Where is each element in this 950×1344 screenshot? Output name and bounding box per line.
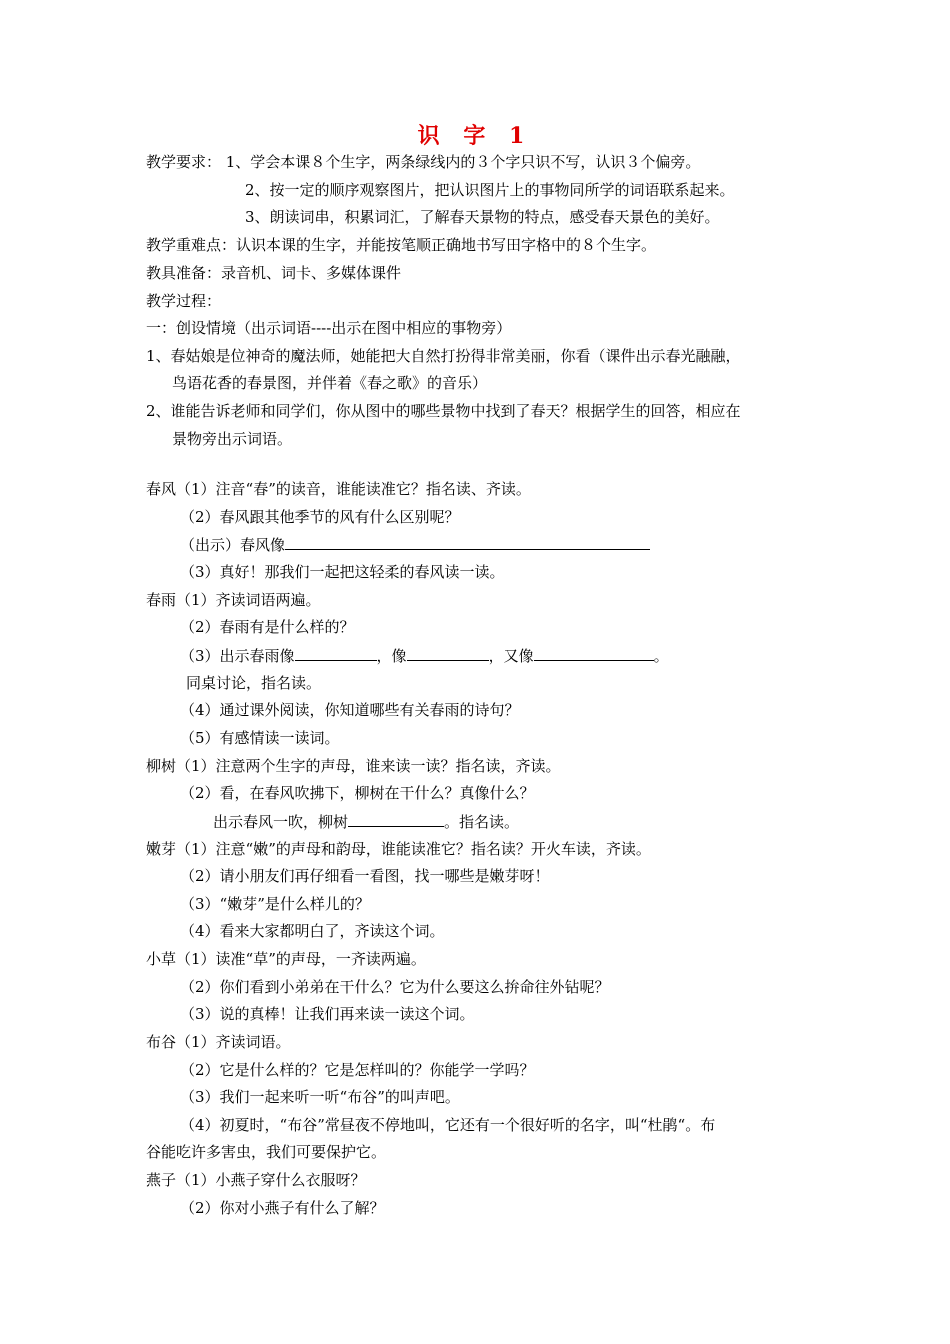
fill-in-blank — [407, 645, 489, 661]
text-line — [180, 507, 460, 527]
text-line — [213, 811, 519, 832]
line-text: 鸟语花香的春景图，并伴着《春之歌》的音乐） — [172, 374, 488, 392]
text-line — [146, 839, 651, 859]
line-text: 同桌讨论，指名读。 — [186, 674, 322, 692]
text-line — [172, 373, 487, 393]
fill-in-blank — [295, 645, 377, 661]
text-line — [180, 866, 550, 886]
line-text: （2）春风跟其他季节的风有什么区别呢？ — [180, 508, 460, 526]
text-line — [146, 949, 426, 969]
fill-in-blank — [534, 645, 654, 661]
text-line — [180, 562, 505, 582]
line-text: 1、春姑娘是位神奇的魔法师，她能把大自然打扮得非常美丽，你看（课件出示春光融融， — [146, 347, 741, 365]
line-text: （3）我们一起来听一听“布谷”的叫声吧。 — [180, 1088, 460, 1106]
text-line — [180, 700, 520, 720]
text-line — [180, 1004, 475, 1024]
text-line — [180, 977, 610, 997]
text-line — [146, 756, 561, 776]
text-line — [146, 235, 656, 255]
line-text: （2）你们看到小弟弟在干什么？它为什么要这么拚命往外钻呢？ — [180, 978, 610, 996]
line-text: 柳树（1）注意两个生字的声母，谁来读一读？指名读，齐读。 — [146, 757, 561, 775]
text-line — [146, 263, 401, 283]
line-text: 小草（1）读准“草”的声母，一齐读两遍。 — [146, 950, 426, 968]
line-text: 嫩芽（1）注意“嫩”的声母和韵母，谁能读准它？指名读？开火车读，齐读。 — [146, 840, 651, 858]
document-title: 识 字 1 — [417, 123, 533, 149]
text-line — [245, 180, 735, 200]
line-text: 景物旁出示词语。 — [172, 430, 293, 448]
text-line — [180, 534, 650, 555]
line-text: 。指名读。 — [444, 813, 520, 831]
text-line — [146, 401, 741, 421]
line-text: 春风（1）注音“春”的读音，谁能读准它？指名读、齐读。 — [146, 480, 531, 498]
text-line — [146, 291, 221, 311]
line-text: ，像 — [376, 647, 407, 665]
line-text: 春雨（1）齐读词语两遍。 — [146, 591, 321, 609]
line-text: 布谷（1）齐读词语。 — [146, 1033, 291, 1051]
line-text: 2、按一定的顺序观察图片，把认识图片上的事物同所学的词语联系起来。 — [245, 181, 735, 199]
text-line — [180, 617, 355, 637]
text-line — [146, 318, 511, 338]
text-line — [146, 479, 531, 499]
text-line — [146, 1142, 386, 1162]
fill-in-blank — [348, 811, 444, 827]
line-text: （2）你对小燕子有什么了解？ — [180, 1199, 385, 1217]
text-line — [146, 1170, 366, 1190]
line-text: （2）看，在春风吹拂下，柳树在干什么？真像什么？ — [180, 784, 535, 802]
text-line — [146, 152, 700, 172]
text-line — [186, 673, 321, 693]
text-line — [180, 894, 370, 914]
text-line — [180, 921, 445, 941]
line-text: 教具准备：录音机、词卡、多媒体课件 — [146, 264, 402, 282]
text-line — [245, 207, 720, 227]
text-line — [180, 728, 340, 748]
line-text: 2、谁能告诉老师和同学们，你从图中的哪些景物中找到了春天？根据学生的回答，相应在 — [146, 402, 741, 420]
line-text: （2）春雨有是什么样的？ — [180, 618, 355, 636]
line-text: （2）请小朋友们再仔细看一看图，找一哪些是嫩芽呀！ — [180, 867, 550, 885]
line-text: （4）初夏时，“布谷”常昼夜不停地叫，它还有一个很好听的名字，叫“杜鹃“。布 — [180, 1116, 716, 1134]
text-line — [146, 346, 741, 366]
line-text: （4）通过课外阅读，你知道哪些有关春雨的诗句？ — [180, 701, 520, 719]
line-text: 3、朗读词串，积累词汇，了解春天景物的特点，感受春天景色的美好。 — [245, 208, 720, 226]
text-line — [180, 1115, 715, 1135]
text-line — [180, 1060, 535, 1080]
line-text: 教学要求： 1、学会本课８个生字，两条绿线内的３个字只识不写，认识３个偏旁。 — [146, 153, 701, 171]
fill-in-blank — [285, 534, 650, 550]
line-text: 出示春风一吹，柳树 — [213, 813, 349, 831]
line-text: 一：创设情境（出示词语----出示在图中相应的事物旁） — [146, 319, 512, 337]
line-text: 。 — [653, 647, 669, 665]
line-text: 谷能吃许多害虫，我们可要保护它。 — [146, 1143, 387, 1161]
line-text: （3）出示春雨像 — [180, 647, 295, 665]
line-text: （出示）春风像 — [180, 536, 286, 554]
line-text: （3）真好！那我们一起把这轻柔的春风读一读。 — [180, 563, 505, 581]
line-text: 教学过程： — [146, 292, 222, 310]
line-text: （4）看来大家都明白了，齐读这个词。 — [180, 922, 445, 940]
text-line — [146, 1032, 291, 1052]
line-text: 教学重难点：认识本课的生字，并能按笔顺正确地书写田字格中的８个生字。 — [146, 236, 657, 254]
text-line — [180, 1198, 385, 1218]
line-text: ，又像 — [488, 647, 534, 665]
line-text: （2）它是什么样的？它是怎样叫的？你能学一学吗？ — [180, 1061, 535, 1079]
line-text: （5）有感情读一读词。 — [180, 729, 340, 747]
text-line — [180, 783, 535, 803]
text-line — [180, 645, 669, 666]
line-text: （3）“嫩芽”是什么样儿的？ — [180, 895, 370, 913]
text-line — [146, 590, 321, 610]
line-text: 燕子（1）小燕子穿什么衣服呀？ — [146, 1171, 366, 1189]
text-line — [172, 429, 292, 449]
text-line — [180, 1087, 460, 1107]
line-text: （3）说的真棒！让我们再来读一读这个词。 — [180, 1005, 475, 1023]
